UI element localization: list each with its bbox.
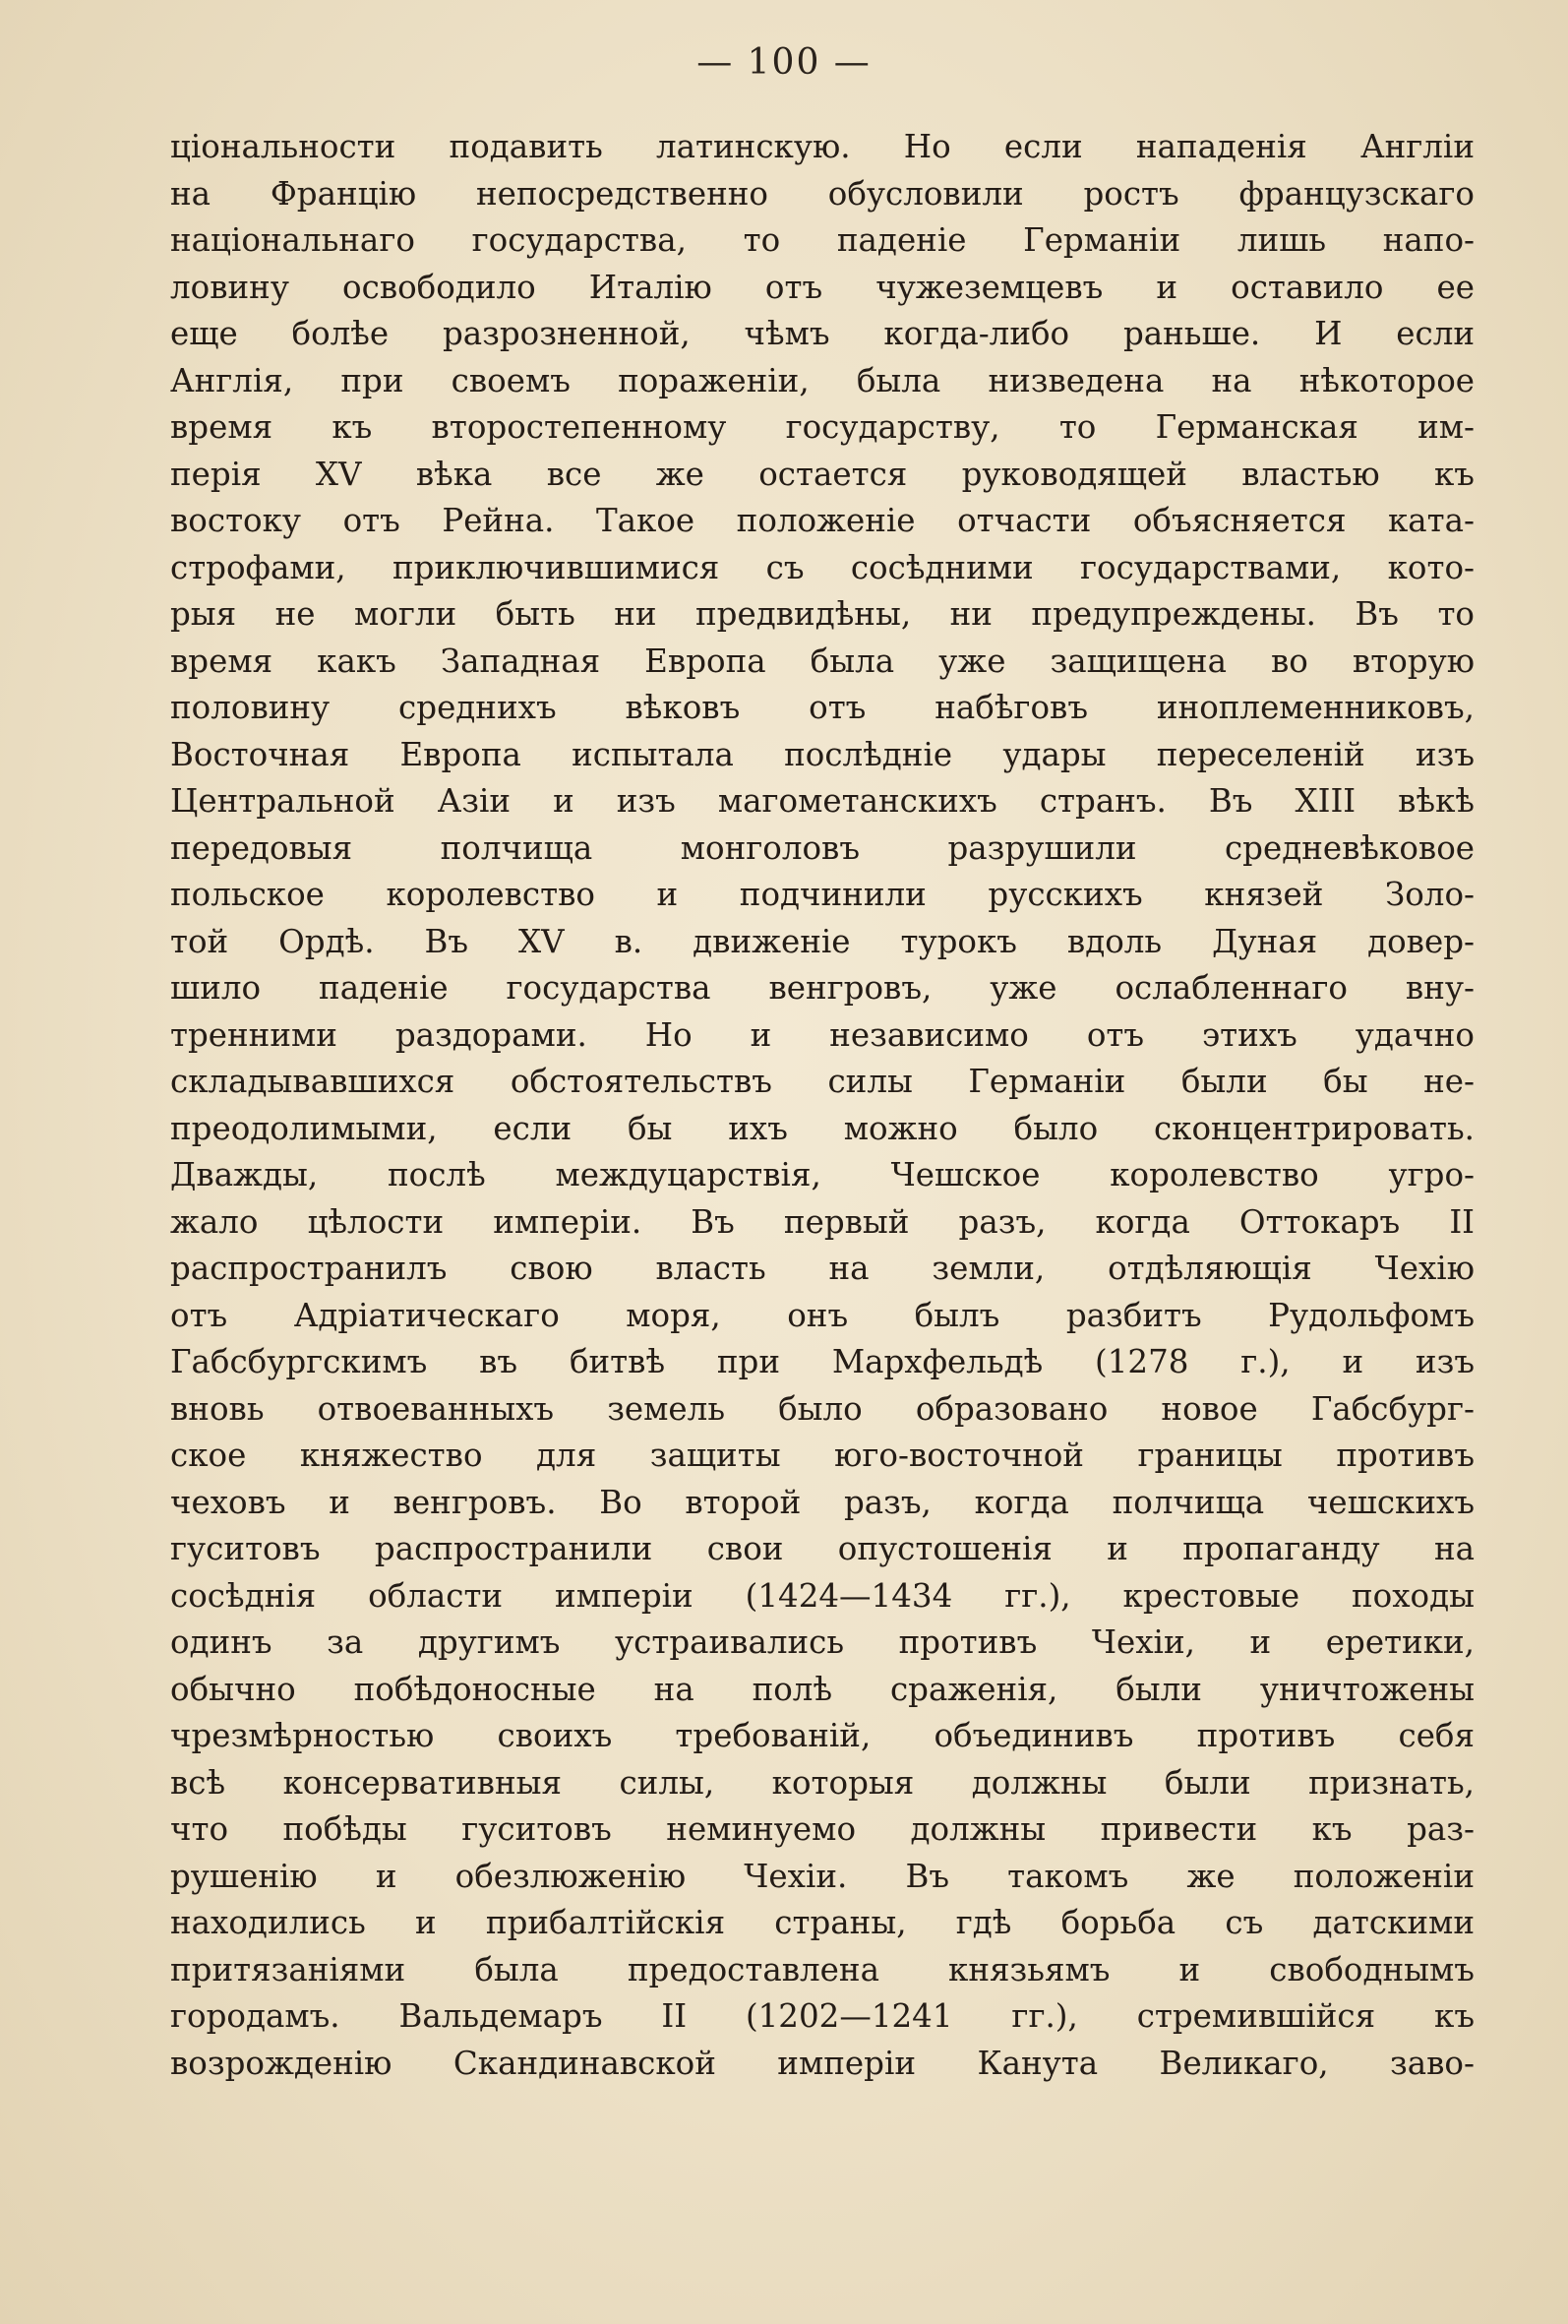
text-line: распространилъ свою власть на земли, отдѣляющія Чехію bbox=[170, 1250, 1475, 1287]
page-number: — 100 — bbox=[696, 42, 872, 83]
text-line: всѣ консервативныя силы, которыя должны были признать, bbox=[170, 1763, 1475, 1802]
text-line: Восточная Европа испытала послѣдніе удары переселеній изъ bbox=[170, 735, 1475, 773]
text-line: Габсбургскимъ въ битвѣ при Мархфельдѣ (1278 г.), и изъ bbox=[170, 1343, 1475, 1380]
text-line: одинъ за другимъ устраивались противъ Чехіи, и еретики, bbox=[170, 1623, 1475, 1661]
text-line: Центральной Азіи и изъ магометанскихъ странъ. Въ XIII вѣкѣ bbox=[170, 782, 1475, 820]
text-line: сосѣднія области имперіи (1424—1434 гг.), крестовые походы bbox=[170, 1576, 1475, 1615]
text-line: Дважды, послѣ междуцарствія, Чешское королевство угро- bbox=[170, 1156, 1475, 1193]
text-line: той Ордѣ. Въ XV в. движеніе турокъ вдоль Дуная довер- bbox=[170, 922, 1475, 960]
text-line: ціональности подавить латинскую. Но если нападенія Англіи bbox=[170, 128, 1475, 165]
text-line: перія XV вѣка все же остается руководящей властью къ bbox=[170, 455, 1475, 493]
text-line: передовыя полчища монголовъ разрушили средневѣковое bbox=[170, 828, 1475, 867]
text-line: время какъ Западная Европа была уже защищена во вторую bbox=[170, 642, 1475, 680]
text-line: ское княжество для защиты юго-восточной границы противъ bbox=[170, 1437, 1475, 1474]
text-line: находились и прибалтійскія страны, гдѣ борьба съ датскими bbox=[170, 1904, 1475, 1941]
text-line: востоку отъ Рейна. Такое положеніе отчасти объясняется ката- bbox=[170, 502, 1475, 539]
text-line: жало цѣлости имперіи. Въ первый разъ, когда Оттокаръ II bbox=[170, 1202, 1475, 1241]
text-line: строфами, приключившимися съ сосѣдними государствами, кото- bbox=[170, 548, 1475, 586]
text-line: половину среднихъ вѣковъ отъ набѣговъ иноплеменниковъ, bbox=[170, 689, 1475, 726]
text-line: гуситовъ распространили свои опустошенія и пропаганду на bbox=[170, 1530, 1475, 1567]
text-line: рушенію и обезлюженію Чехіи. Въ такомъ же положеніи bbox=[170, 1857, 1475, 1895]
body-text bbox=[170, 124, 1475, 2087]
text-line: чрезмѣрностью своихъ требованій, объединивъ противъ себя bbox=[170, 1717, 1475, 1754]
text-line: тренними раздорами. Но и независимо отъ этихъ удачно bbox=[170, 1015, 1475, 1054]
text-line: отъ Адріатическаго моря, онъ былъ разбитъ Рудольфомъ bbox=[170, 1296, 1475, 1334]
text-line: что побѣды гуситовъ неминуемо должны привести къ раз- bbox=[170, 1810, 1475, 1848]
text-line: возрожденію Скандинавской имперіи Канута Великаго, заво- bbox=[170, 2044, 1475, 2082]
text-line: преодолимыми, если бы ихъ можно было сконцентрировать. bbox=[170, 1109, 1475, 1147]
text-line: еще болѣе разрозненной, чѣмъ когда-либо раньше. И если bbox=[170, 315, 1475, 352]
text-line: притязаніями была предоставлена князьямъ и свободнымъ bbox=[170, 1950, 1475, 1988]
text-line: рыя не могли быть ни предвидѣны, ни предупреждены. Въ то bbox=[170, 595, 1475, 633]
text-line: шило паденіе государства венгровъ, уже ослабленнаго вну- bbox=[170, 969, 1475, 1007]
text-line: ловину освободило Италію отъ чужеземцевъ и оставило ее bbox=[170, 268, 1475, 306]
text-line: городамъ. Вальдемаръ II (1202—1241 гг.), стремившійся къ bbox=[170, 1997, 1475, 2035]
text-line: національнаго государства, то паденіе Германіи лишь напо- bbox=[170, 221, 1475, 259]
text-line: обычно побѣдоносные на полѣ сраженія, были уничтожены bbox=[170, 1670, 1475, 1708]
text-line: польское королевство и подчинили русскихъ князей Золо- bbox=[170, 876, 1475, 913]
text-line: на Францію непосредственно обусловили ростъ французскаго bbox=[170, 174, 1475, 213]
text-line: Англія, при своемъ пораженіи, была низведена на нѣкоторое bbox=[170, 361, 1475, 399]
text-line: складывавшихся обстоятельствъ силы Германіи были бы не- bbox=[170, 1063, 1475, 1100]
text-line: время къ второстепенному государству, то Германская им- bbox=[170, 408, 1475, 446]
text-line: чеховъ и венгровъ. Во второй разъ, когда полчища чешскихъ bbox=[170, 1483, 1475, 1521]
text-line: вновь отвоеванныхъ земель было образовано новое Габсбург- bbox=[170, 1389, 1475, 1428]
